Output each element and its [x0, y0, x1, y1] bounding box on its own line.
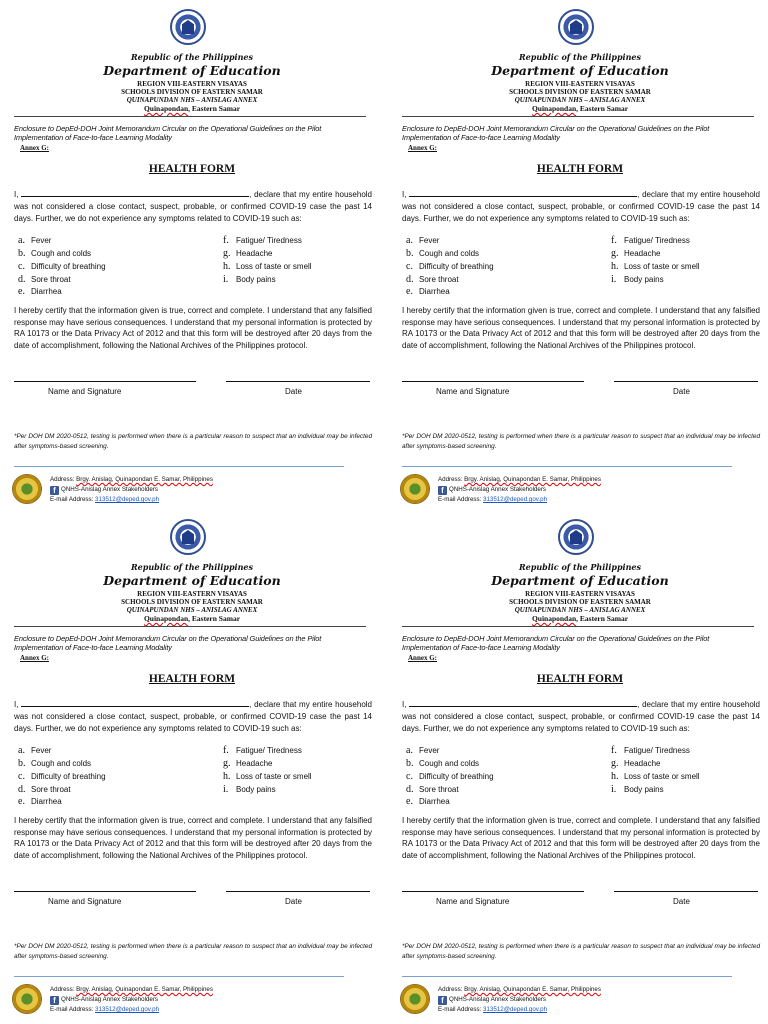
header-divider	[402, 116, 754, 117]
symptom-item	[406, 771, 494, 782]
enclosure-note: Enclosure to DepEd-DOH Joint Memorandum Circular on the Operational Guidelines on the Pilot Implementation of Face-to-face Learning Modality	[402, 634, 710, 652]
symptom-letter: i.	[223, 274, 229, 285]
symptom-item	[223, 274, 276, 285]
town-name: Quinapondan	[143, 104, 189, 113]
symptom-label: Fatigue/ Tiredness	[236, 236, 302, 245]
symptom-letter: g.	[223, 758, 231, 769]
symptom-letter: a.	[406, 745, 413, 756]
school-heading: QUINAPUNDAN NHS – ANISLAG ANNEX	[126, 606, 258, 614]
email-line	[50, 496, 159, 503]
symptom-letter: i.	[223, 784, 229, 795]
address-line	[438, 476, 601, 483]
symptom-label: Sore throat	[419, 275, 459, 284]
symptom-label: Cough and colds	[31, 249, 92, 258]
facebook-line	[50, 996, 158, 1005]
annex-label: Annex G:	[408, 144, 437, 152]
department-heading: Department of Education	[103, 63, 281, 78]
symptom-letter: b.	[406, 758, 414, 769]
name-blank-field[interactable]	[21, 697, 249, 707]
form-title: HEALTH FORM	[536, 163, 624, 175]
town-name: Quinapondan	[531, 104, 577, 113]
footer-divider	[14, 466, 344, 467]
symptom-label: Sore throat	[31, 785, 71, 794]
symptom-item	[18, 758, 91, 769]
facebook-line	[438, 486, 546, 495]
symptom-letter: e.	[18, 286, 25, 297]
declaration-prefix: I,	[402, 700, 407, 709]
address-label: Address:	[438, 986, 465, 993]
name-signature-line[interactable]	[14, 381, 196, 382]
town-province: , Eastern Samar	[576, 614, 629, 623]
symptom-label: Fever	[31, 236, 52, 245]
symptom-letter: c.	[406, 771, 413, 782]
symptom-letter: c.	[18, 771, 25, 782]
symptom-item	[611, 745, 690, 756]
town-name: Quinapondan	[531, 614, 577, 623]
form-title: HEALTH FORM	[536, 673, 624, 685]
symptom-label: Difficulty of breathing	[31, 262, 106, 271]
symptom-item	[611, 235, 690, 246]
name-blank-field[interactable]	[409, 187, 637, 197]
address-value: Brgy. Anislag, Quinapondan E. Samar, Philippines	[464, 986, 601, 993]
symptom-letter: f.	[223, 745, 229, 756]
division-heading: SCHOOLS DIVISION OF EASTERN SAMAR	[121, 598, 263, 606]
symptom-label: Loss of taste or smell	[624, 262, 700, 271]
name-signature-label: Name and Signature	[48, 387, 122, 396]
symptom-letter: d.	[18, 274, 26, 285]
health-form	[0, 0, 384, 512]
address-value: Brgy. Anislag, Quinapondan E. Samar, Philippines	[464, 476, 601, 483]
symptom-item	[223, 745, 302, 756]
name-signature-label: Name and Signature	[436, 897, 510, 906]
division-heading: SCHOOLS DIVISION OF EASTERN SAMAR	[121, 88, 263, 96]
date-label: Date	[673, 387, 690, 396]
symptom-letter: e.	[406, 286, 413, 297]
symptom-label: Diarrhea	[419, 797, 450, 806]
footer-divider	[402, 976, 732, 977]
date-label: Date	[285, 387, 302, 396]
symptom-label: Headache	[236, 249, 273, 258]
department-heading: Department of Education	[103, 573, 281, 588]
town-heading	[388, 104, 768, 113]
facebook-page: QNHS-Anislag Annex Stakeholders	[449, 996, 546, 1003]
symptom-item	[223, 261, 312, 272]
symptom-letter: d.	[406, 274, 414, 285]
declaration-text: , declare that my entire household was not considered a close contact, suspect, probable, or confirmed COVID-19 case the past 14 days. Further, we do not experience any symptoms related to COVID-19 such as:	[402, 190, 761, 223]
email-link[interactable]: 313512@deped.gov.ph	[95, 496, 160, 503]
email-label: E-mail Address:	[438, 1006, 484, 1013]
facebook-icon: f	[438, 996, 447, 1005]
symptom-letter: c.	[18, 261, 25, 272]
symptom-label: Body pains	[624, 275, 664, 284]
symptom-letter: c.	[406, 261, 413, 272]
footer-divider	[14, 976, 344, 977]
republic-heading: Republic of the Philippines	[518, 562, 641, 572]
facebook-page: QNHS-Anislag Annex Stakeholders	[61, 486, 158, 493]
facebook-icon: f	[50, 996, 59, 1005]
email-line	[438, 496, 547, 503]
email-link[interactable]: 313512@deped.gov.ph	[483, 1006, 548, 1013]
division-heading: SCHOOLS DIVISION OF EASTERN SAMAR	[509, 598, 651, 606]
symptom-item	[18, 235, 51, 246]
annex-label: Annex G:	[20, 654, 49, 662]
address-label: Address:	[438, 476, 465, 483]
symptom-letter: g.	[611, 758, 619, 769]
symptom-item	[18, 261, 106, 272]
deped-seal-icon	[170, 519, 206, 555]
symptom-label: Sore throat	[419, 785, 459, 794]
email-link[interactable]: 313512@deped.gov.ph	[483, 496, 548, 503]
symptom-label: Fatigue/ Tiredness	[236, 746, 302, 755]
symptom-label: Difficulty of breathing	[419, 772, 494, 781]
enclosure-note: Enclosure to DepEd-DOH Joint Memorandum Circular on the Operational Guidelines on the Pilot Implementation of Face-to-face Learning Modality	[402, 124, 710, 142]
symptom-label: Body pains	[624, 785, 664, 794]
symptom-item	[18, 771, 106, 782]
certification-paragraph: I hereby certify that the information given is true, correct and complete. I understand that any falsified response may have serious consequences. I understand that my personal information is protected by RA 10173 or the Data Privacy Act of 2012 and that this form will be destroyed after 20 days from the date of accomplishment, following the National Archives of the Philippines protocol.	[14, 306, 372, 350]
name-blank-field[interactable]	[21, 187, 249, 197]
enclosure-note: Enclosure to DepEd-DOH Joint Memorandum Circular on the Operational Guidelines on the Pilot Implementation of Face-to-face Learning Modality	[14, 634, 322, 652]
header-divider	[402, 626, 754, 627]
date-label: Date	[285, 897, 302, 906]
declaration-text: , declare that my entire household was not considered a close contact, suspect, probable, or confirmed COVID-19 case the past 14 days. Further, we do not experience any symptoms related to COVID-19 such as:	[402, 700, 761, 733]
date-line[interactable]	[226, 891, 370, 892]
deped-seal-icon	[558, 519, 594, 555]
facebook-page: QNHS-Anislag Annex Stakeholders	[61, 996, 158, 1003]
symptom-label: Fever	[31, 746, 52, 755]
address-value: Brgy. Anislag, Quinapondan E. Samar, Philippines	[76, 476, 213, 483]
email-label: E-mail Address:	[50, 496, 96, 503]
name-signature-label: Name and Signature	[48, 897, 122, 906]
symptom-label: Loss of taste or smell	[236, 772, 312, 781]
town-province: , Eastern Samar	[188, 104, 241, 113]
date-label: Date	[673, 897, 690, 906]
symptom-label: Body pains	[236, 785, 276, 794]
symptom-letter: e.	[18, 796, 25, 807]
school-logo-icon	[12, 984, 42, 1014]
symptom-letter: f.	[223, 235, 229, 246]
republic-heading: Republic of the Philippines	[518, 52, 641, 62]
name-signature-line[interactable]	[14, 891, 196, 892]
symptom-item	[18, 286, 62, 297]
declaration-paragraph	[402, 697, 760, 735]
symptom-letter: g.	[611, 248, 619, 259]
symptom-item	[18, 274, 71, 285]
declaration-paragraph	[402, 187, 760, 225]
symptom-item	[18, 796, 62, 807]
symptom-label: Diarrhea	[419, 287, 450, 296]
facebook-icon: f	[438, 486, 447, 495]
symptom-letter: h.	[611, 771, 619, 782]
symptom-letter: b.	[18, 248, 26, 259]
symptom-label: Fatigue/ Tiredness	[624, 746, 690, 755]
certification-paragraph: I hereby certify that the information given is true, correct and complete. I understand that any falsified response may have serious consequences. I understand that my personal information is protected by RA 10173 or the Data Privacy Act of 2012 and that this form will be destroyed after 20 days from the date of accomplishment, following the National Archives of the Philippines protocol.	[402, 816, 760, 860]
symptom-item	[611, 261, 700, 272]
symptom-item	[18, 784, 71, 795]
deped-seal-icon	[558, 9, 594, 45]
declaration-paragraph	[14, 697, 372, 735]
symptom-label: Headache	[624, 249, 661, 258]
symptom-letter: h.	[611, 261, 619, 272]
division-heading: SCHOOLS DIVISION OF EASTERN SAMAR	[509, 88, 651, 96]
symptom-label: Headache	[236, 759, 273, 768]
symptom-label: Fatigue/ Tiredness	[624, 236, 690, 245]
symptom-letter: f.	[611, 745, 617, 756]
symptom-letter: f.	[611, 235, 617, 246]
declaration-text: , declare that my entire household was not considered a close contact, suspect, probable, or confirmed COVID-19 case the past 14 days. Further, we do not experience any symptoms related to COVID-19 such as:	[14, 700, 373, 733]
symptom-list	[18, 235, 358, 295]
testing-footnote: *Per DOH DM 2020-0512, testing is performed when there is a particular reason to suspect that an individual may be infected after symptoms-based screening.	[402, 943, 760, 960]
certification-paragraph: I hereby certify that the information given is true, correct and complete. I understand that any falsified response may have serious consequences. I understand that my personal information is protected by RA 10173 or the Data Privacy Act of 2012 and that this form will be destroyed after 20 days from the date of accomplishment, following the National Archives of the Philippines protocol.	[14, 816, 372, 860]
symptom-label: Difficulty of breathing	[419, 262, 494, 271]
health-form	[388, 0, 768, 512]
declaration-text: , declare that my entire household was not considered a close contact, suspect, probable, or confirmed COVID-19 case the past 14 days. Further, we do not experience any symptoms related to COVID-19 such as:	[14, 190, 373, 223]
symptom-label: Body pains	[236, 275, 276, 284]
symptom-label: Loss of taste or smell	[236, 262, 312, 271]
symptom-label: Diarrhea	[31, 287, 62, 296]
symptom-letter: a.	[406, 235, 413, 246]
email-line	[50, 1006, 159, 1013]
symptom-item	[406, 286, 450, 297]
town-province: , Eastern Samar	[576, 104, 629, 113]
facebook-page: QNHS-Anislag Annex Stakeholders	[449, 486, 546, 493]
symptom-label: Cough and colds	[31, 759, 92, 768]
declaration-prefix: I,	[14, 190, 19, 199]
symptom-list	[18, 745, 358, 805]
symptom-item	[406, 261, 494, 272]
symptom-item	[18, 248, 91, 259]
address-line	[50, 476, 213, 483]
republic-heading: Republic of the Philippines	[130, 562, 253, 572]
symptom-item	[611, 784, 664, 795]
department-heading: Department of Education	[491, 63, 669, 78]
date-line[interactable]	[226, 381, 370, 382]
region-heading: REGION VIII-EASTERN VISAYAS	[525, 590, 635, 598]
town-name: Quinapondan	[143, 614, 189, 623]
symptom-item	[406, 758, 479, 769]
town-province: , Eastern Samar	[188, 614, 241, 623]
name-signature-line[interactable]	[402, 891, 584, 892]
symptom-item	[611, 274, 664, 285]
school-logo-icon	[12, 474, 42, 504]
school-heading: QUINAPUNDAN NHS – ANISLAG ANNEX	[126, 96, 258, 104]
symptom-list	[406, 235, 746, 295]
footer-divider	[402, 466, 732, 467]
symptom-item	[406, 235, 439, 246]
symptom-letter: h.	[223, 771, 231, 782]
town-heading	[0, 104, 384, 113]
header-divider	[14, 626, 366, 627]
symptom-item	[223, 248, 272, 259]
annex-label: Annex G:	[20, 144, 49, 152]
health-form	[0, 510, 384, 1022]
deped-seal-icon	[170, 9, 206, 45]
symptom-item	[611, 248, 660, 259]
facebook-line	[438, 996, 546, 1005]
region-heading: REGION VIII-EASTERN VISAYAS	[137, 80, 247, 88]
address-label: Address:	[50, 476, 77, 483]
symptom-item	[223, 771, 312, 782]
school-heading: QUINAPUNDAN NHS – ANISLAG ANNEX	[514, 96, 646, 104]
certification-paragraph: I hereby certify that the information given is true, correct and complete. I understand that any falsified response may have serious consequences. I understand that my personal information is protected by RA 10173 or the Data Privacy Act of 2012 and that this form will be destroyed after 20 days from the date of accomplishment, following the National Archives of the Philippines protocol.	[402, 306, 760, 350]
symptom-item	[223, 784, 276, 795]
symptom-letter: e.	[406, 796, 413, 807]
symptom-item	[406, 784, 459, 795]
testing-footnote: *Per DOH DM 2020-0512, testing is performed when there is a particular reason to suspect that an individual may be infected after symptoms-based screening.	[14, 433, 372, 450]
symptom-label: Headache	[624, 759, 661, 768]
form-title: HEALTH FORM	[148, 163, 236, 175]
symptom-letter: d.	[18, 784, 26, 795]
testing-footnote: *Per DOH DM 2020-0512, testing is performed when there is a particular reason to suspect that an individual may be infected after symptoms-based screening.	[402, 433, 760, 450]
symptom-letter: g.	[223, 248, 231, 259]
health-form	[388, 510, 768, 1022]
symptom-item	[406, 745, 439, 756]
facebook-line	[50, 486, 158, 495]
symptom-item	[223, 235, 302, 246]
address-value: Brgy. Anislag, Quinapondan E. Samar, Philippines	[76, 986, 213, 993]
email-line	[438, 1006, 547, 1013]
symptom-item	[406, 274, 459, 285]
town-heading	[388, 614, 768, 623]
symptom-item	[223, 758, 272, 769]
testing-footnote: *Per DOH DM 2020-0512, testing is performed when there is a particular reason to suspect that an individual may be infected after symptoms-based screening.	[14, 943, 372, 960]
enclosure-note: Enclosure to DepEd-DOH Joint Memorandum Circular on the Operational Guidelines on the Pilot Implementation of Face-to-face Learning Modality	[14, 124, 322, 142]
symptom-letter: a.	[18, 745, 25, 756]
department-heading: Department of Education	[491, 573, 669, 588]
name-signature-line[interactable]	[402, 381, 584, 382]
symptom-letter: i.	[611, 274, 617, 285]
symptom-label: Fever	[419, 236, 440, 245]
symptom-label: Loss of taste or smell	[624, 772, 700, 781]
symptom-list	[406, 745, 746, 805]
symptom-letter: b.	[18, 758, 26, 769]
town-heading	[0, 614, 384, 623]
declaration-paragraph	[14, 187, 372, 225]
symptom-item	[611, 758, 660, 769]
email-label: E-mail Address:	[438, 496, 484, 503]
name-signature-label: Name and Signature	[436, 387, 510, 396]
symptom-label: Cough and colds	[419, 759, 480, 768]
date-line[interactable]	[614, 891, 758, 892]
symptom-letter: d.	[406, 784, 414, 795]
declaration-prefix: I,	[14, 700, 19, 709]
symptom-item	[611, 771, 700, 782]
date-line[interactable]	[614, 381, 758, 382]
address-line	[438, 986, 601, 993]
symptom-label: Difficulty of breathing	[31, 772, 106, 781]
symptom-letter: i.	[611, 784, 617, 795]
symptom-item	[406, 248, 479, 259]
annex-label: Annex G:	[408, 654, 437, 662]
address-line	[50, 986, 213, 993]
symptom-letter: b.	[406, 248, 414, 259]
symptom-item	[406, 796, 450, 807]
region-heading: REGION VIII-EASTERN VISAYAS	[137, 590, 247, 598]
email-label: E-mail Address:	[50, 1006, 96, 1013]
header-divider	[14, 116, 366, 117]
school-logo-icon	[400, 474, 430, 504]
declaration-prefix: I,	[402, 190, 407, 199]
symptom-label: Diarrhea	[31, 797, 62, 806]
address-label: Address:	[50, 986, 77, 993]
region-heading: REGION VIII-EASTERN VISAYAS	[525, 80, 635, 88]
republic-heading: Republic of the Philippines	[130, 52, 253, 62]
form-title: HEALTH FORM	[148, 673, 236, 685]
symptom-label: Sore throat	[31, 275, 71, 284]
school-heading: QUINAPUNDAN NHS – ANISLAG ANNEX	[514, 606, 646, 614]
name-blank-field[interactable]	[409, 697, 637, 707]
symptom-item	[18, 745, 51, 756]
school-logo-icon	[400, 984, 430, 1014]
symptom-letter: h.	[223, 261, 231, 272]
symptom-letter: a.	[18, 235, 25, 246]
facebook-icon: f	[50, 486, 59, 495]
symptom-label: Fever	[419, 746, 440, 755]
symptom-label: Cough and colds	[419, 249, 480, 258]
email-link[interactable]: 313512@deped.gov.ph	[95, 1006, 160, 1013]
